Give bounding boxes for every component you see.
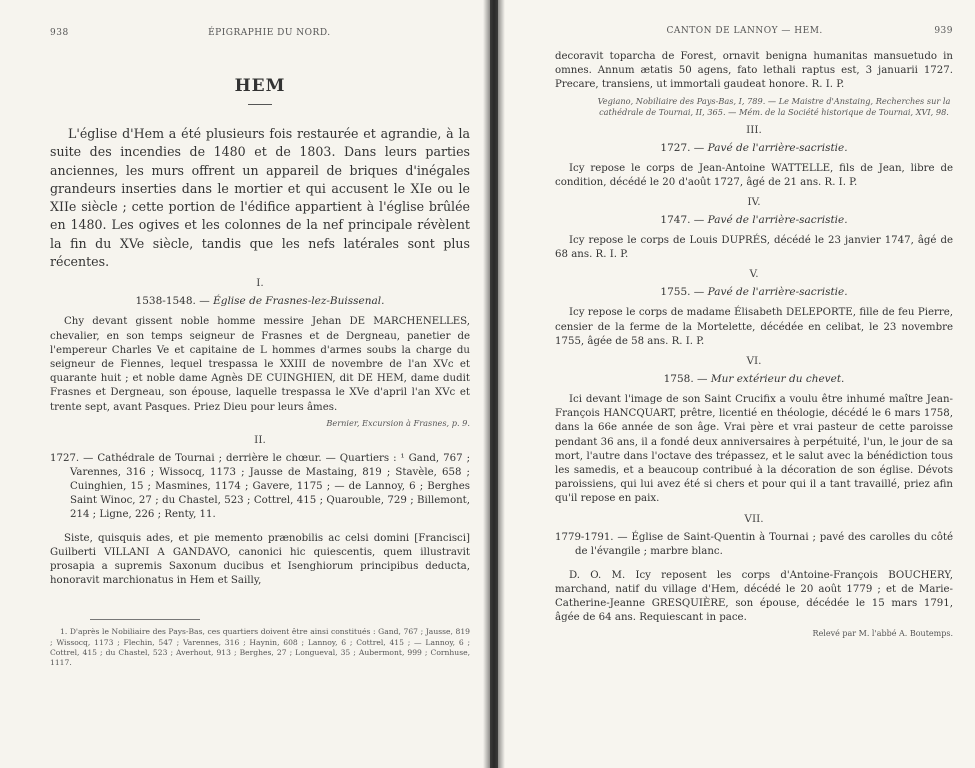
right-running-head [555, 26, 953, 36]
section-date: 1758. — [663, 373, 708, 386]
title-rule [248, 104, 272, 105]
section-number: I. [256, 277, 264, 290]
left-page-number: 938 [50, 28, 69, 38]
book-gutter-fold [490, 0, 498, 768]
section-date: 1727. — [660, 141, 705, 154]
inscription-text: Ici devant l'image de son Saint Crucifix a voulu être inhumé maître Jean-François HANCQUART, prêtre, licentié en théologie, décédé le 6 mars 1758, dans la 66e année de son âge. Vrai père et vrai pasteur de cette paroisse pendant 36 ans, il a fondé deux anniversaires à perpétuité, l'un, le jour de sa mort, l'autre dans l'octave des trépassez, et le salut avec la bénédiction tous les samedis, et a beaucoup contribué à la décoration de son église. Dévots paroissiens, qui lui avez été si chers et pour qui il a tant travaillé, priez afin qu'il repose en paix. [555, 394, 953, 505]
inscription-text: D. O. M. Icy reposent les corps d'Antoine-François BOUCHERY, marchand, natif du village d'Hem, décédé le 20 août 1779 ; et de Marie-Catherine-Jeanne GRESQUIÈRE, son épouse, décédée le 15 mars 1791, âgée de 64 ans. Requiescant in pace. [555, 569, 953, 624]
section-heading [555, 142, 953, 154]
section-number: III. [746, 123, 762, 136]
section-heading: 1727. — Cathédrale de Tournai ; derrière le chœur. — Quartiers : ¹ Gand, 767 ; Varennes, 316 ; Wissocq, 1173 ; Jausse de Mastaing, 819 ; Stavèle, 658 ; Cuinghien, 15 ; Masmines, 1174 ; Gavere, 1175 ; — de Lannoy, 6 ; Berghes Saint Winoc, 27 ; du Chastel, 523 ; Cottrel, 415 ; Quarouble, 729 ; Billemont, 214 ; Ligne, 226 ; Renty, 11. [50, 452, 470, 520]
source-citation: Vegiano, Nobiliaire des Pays-Bas, I, 789. — Le Maistre d'Anstaing, Recherches sur la cathédrale de Tournai, II, 365. — Mém. de la Société historique de Tournai, XVI, 98. [597, 95, 951, 117]
section-number: VII. [744, 512, 764, 525]
section-number: VI. [746, 355, 762, 368]
inscription-text: Icy repose le corps de madame Élisabeth DELEPORTE, fille de feu Pierre, censier de la ferme de la Mortelette, décédée en celibat, le 23 novembre 1755, âgée de 58 ans. R. I. P. [555, 307, 953, 347]
section-date: 1747. — [660, 214, 705, 227]
section-place: Pavé de l'arrière-sacristie. [707, 286, 848, 299]
chapter-title: HEM [234, 76, 286, 96]
footnote: 1. D'après le Nobiliaire des Pays-Bas, ces quartiers doivent être ainsi constitués : Gand, 767 ; Jausse, 819 ; Wissocq, 1173 ; Flechin, 547 ; Varennes, 316 ; Haynin, 608 ; Lannoy, 6 ; Cottrel, 415 ; — Lannoy, 6 ; Cottrel, 415 ; du Chastel, 523 ; Averhout, 913 ; Berghes, 27 ; Longueval, 35 ; Aubermont, 999 ; Cornhuse, 1117. [50, 627, 470, 668]
left-running-title: ÉPIGRAPHIE DU NORD. [208, 28, 331, 38]
inscription-text: Siste, quisquis ades, et pie memento prænobilis ac celsi domini [Francisci] Guilberti VILLANI A GANDAVO, canonici hic quiescentis, quem illustravit prosapia a supremis Saxonum ducibus et Isenghiorum principibus deducta, honoravit marchionatus in Hem et Sailly, [50, 532, 470, 587]
section-place: Mur extérieur du chevet. [710, 373, 845, 386]
right-page [497, 0, 975, 768]
section-number: II. [254, 433, 266, 446]
right-page-number: 939 [934, 26, 953, 36]
section-place: Église de Frasnes-lez-Buissenal. [213, 295, 385, 308]
section-heading [555, 286, 953, 298]
section-heading [50, 295, 470, 307]
intro-paragraph: L'église d'Hem a été plusieurs fois restaurée et agrandie, à la suite des incendies de 1480 et de 1803. Dans leurs parties anciennes, les murs offrent un appareil de briques d'inégales grandeurs inserties dans le mortier et qui accusent le XIe ou le XIIe siècle ; cette portion de l'édifice appartient à l'église brûlée en 1480. Les ogives et les colonnes de la nef principale révèlent la fin du XVe siècle, tandis que les nefs latérales sont plus récentes. [50, 126, 470, 270]
footnote-rule [90, 619, 200, 620]
section-date: 1538-1548. — [135, 295, 210, 308]
right-running-title: CANTON DE LANNOY — HEM. [666, 26, 823, 36]
signoff: Relevé par M. l'abbé A. Boutemps. [812, 629, 953, 639]
inscription-text: Icy repose le corps de Jean-Antoine WATTELLE, fils de Jean, libre de condition, décédé le 20 d'août 1727, âgé de 21 ans. R. I. P. [555, 162, 953, 188]
section-heading: 1779-1791. — Église de Saint-Quentin à Tournai ; pavé des carolles du côté de l'évangile ; marbre blanc. [555, 531, 953, 557]
section-place: Pavé de l'arrière-sacristie. [707, 141, 848, 154]
section-number: IV. [747, 196, 761, 209]
inscription-text: Chy devant gissent noble homme messire Jehan DE MARCHENELLES, chevalier, en son temps seigneur de Frasnes et de Dergneau, panetier de l'empereur Charles Ve et capitaine de L hommes d'armes soubs la charge du seigneur de Fiennes, lequel trespassa le XXIII de novembre de l'an XVc et quarante huit ; et noble dame Agnès DE CUINGHIEN, dit DE HEM, dame dudit Frasnes et Dergneau, son épouse, laquelle trespassa le XVe d'april l'an XVc et trente sept, avant Pasques. Priez Dieu pour leurs âmes. [50, 316, 470, 413]
left-running-head [50, 28, 470, 38]
section-number: V. [749, 268, 759, 281]
inscription-continuation: decoravit toparcha de Forest, ornavit benigna humanitas mansuetudo in omnes. Annum ætatis 50 agens, fato lethali raptus est, 3 januarii 1727. Precare, transiens, ut immortali gaudeat honore. R. I. P. [555, 51, 953, 91]
inscription-text: Icy repose le corps de Louis DUPRÉS, décédé le 23 janvier 1747, âgé de 68 ans. R. I. P. [555, 235, 953, 261]
section-heading [555, 373, 953, 385]
section-place: Pavé de l'arrière-sacristie. [707, 214, 848, 227]
source-citation: Bernier, Excursion à Frasnes, p. 9. [326, 417, 470, 428]
section-heading [555, 214, 953, 226]
section-date: 1755. — [660, 286, 705, 299]
